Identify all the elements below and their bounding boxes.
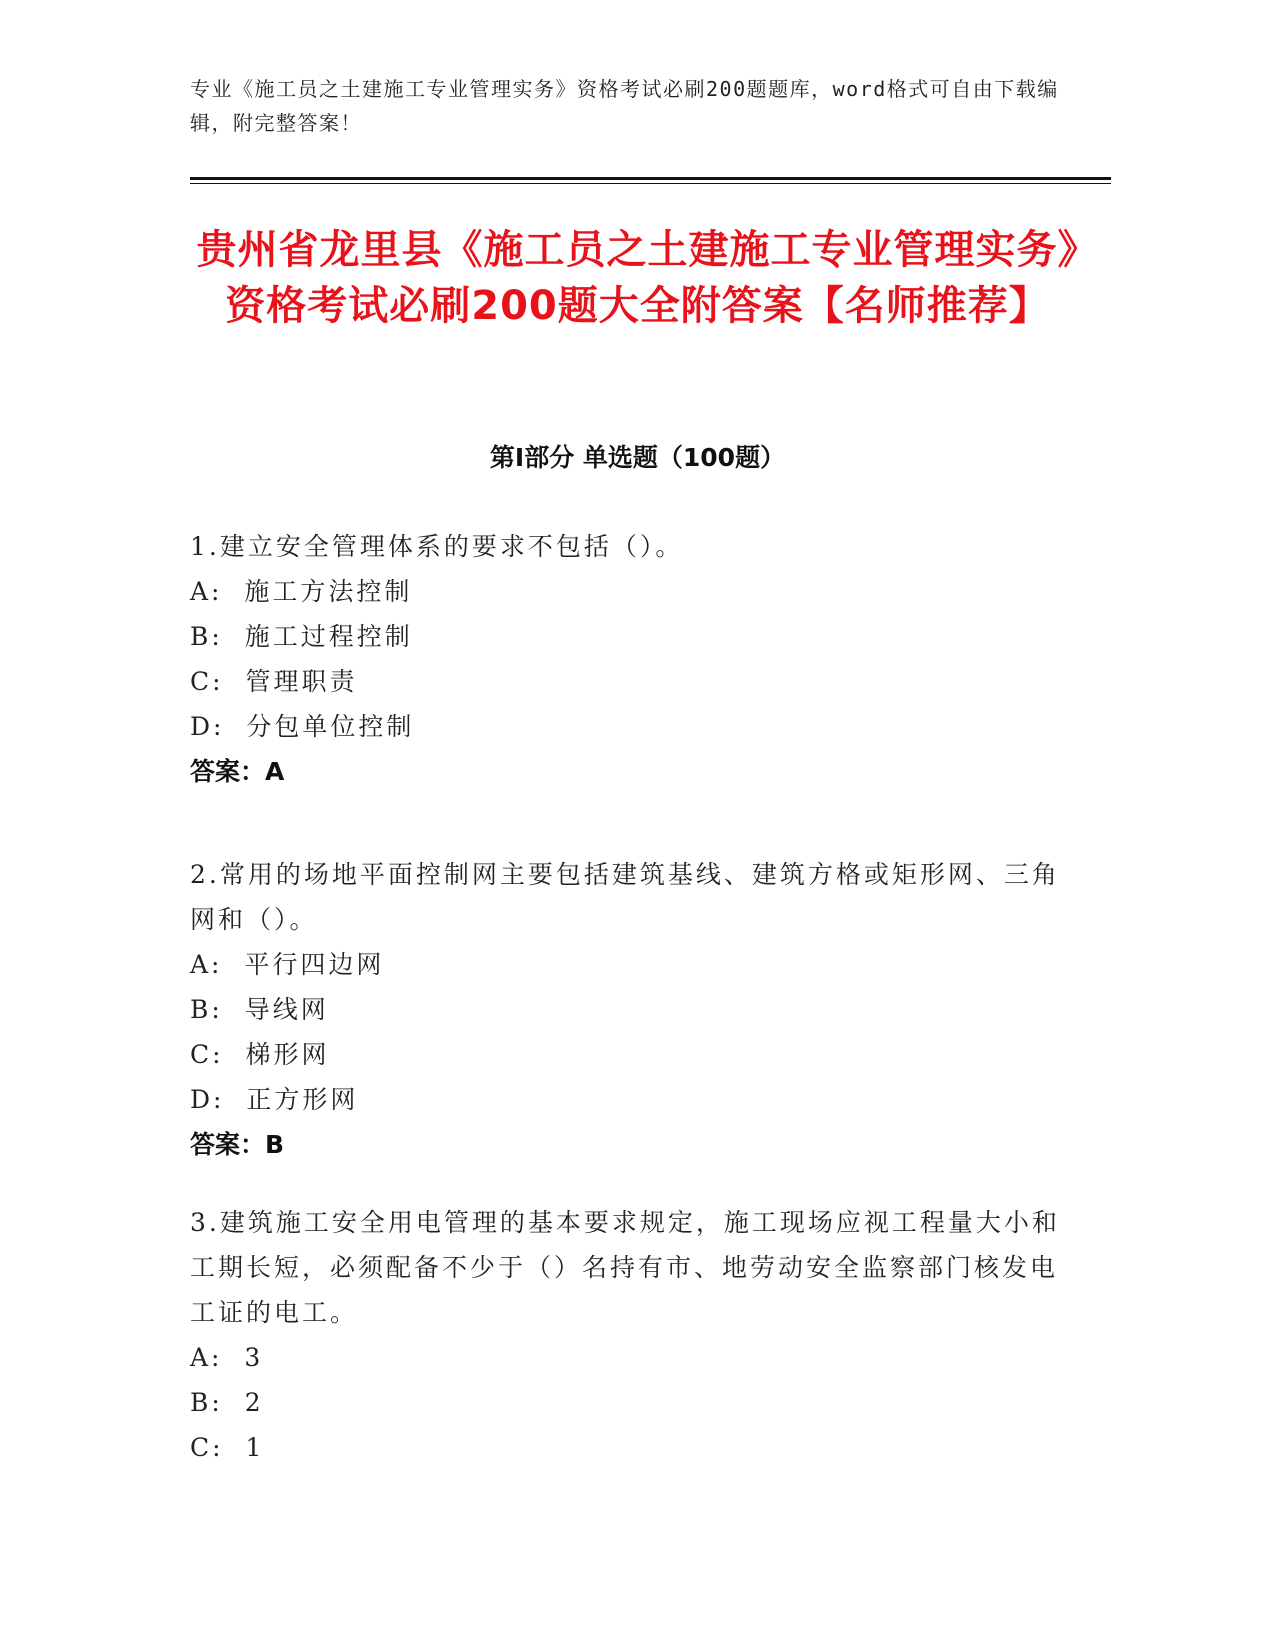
option-a: A: 3 (190, 1343, 264, 1372)
question-2 (190, 852, 1070, 1167)
question-stem: 1.建立安全管理体系的要求不包括（）。 (190, 532, 684, 561)
question-1 (190, 524, 1070, 794)
header-rule-thick (190, 177, 1111, 180)
answer: 答案：B (190, 1130, 285, 1159)
option-a: A: 施工方法控制 (190, 577, 413, 606)
document-title: 贵州省龙里县《施工员之土建施工专业管理实务》资格考试必刷200题大全附答案【名师推荐】 (196, 227, 1079, 329)
option-d: D: 正方形网 (190, 1085, 359, 1114)
option-b: B: 2 (190, 1388, 264, 1417)
option-d: D: 分包单位控制 (190, 712, 415, 741)
header-note: 专业《施工员之土建施工专业管理实务》资格考试必刷200题题库，word格式可自由下载编辑，附完整答案！ (190, 77, 1059, 135)
option-b: B: 导线网 (190, 995, 329, 1024)
option-c: C: 梯形网 (190, 1040, 330, 1069)
option-b: B: 施工过程控制 (190, 622, 413, 651)
option-c: C: 1 (190, 1433, 265, 1462)
header-rule-thin (190, 183, 1111, 184)
option-a: A: 平行四边网 (190, 950, 385, 979)
question-stem: 3.建筑施工安全用电管理的基本要求规定，施工现场应视工程量大小和工期长短，必须配备不少于（）名持有市、地劳动安全监察部门核发电工证的电工。 (190, 1208, 1060, 1327)
answer: 答案：A (190, 757, 285, 786)
section-title: 第Ⅰ部分 单选题（100题） (489, 443, 786, 472)
question-3 (190, 1200, 1070, 1470)
question-stem: 2.常用的场地平面控制网主要包括建筑基线、建筑方格或矩形网、三角网和（）。 (190, 860, 1060, 934)
option-c: C: 管理职责 (190, 667, 358, 696)
